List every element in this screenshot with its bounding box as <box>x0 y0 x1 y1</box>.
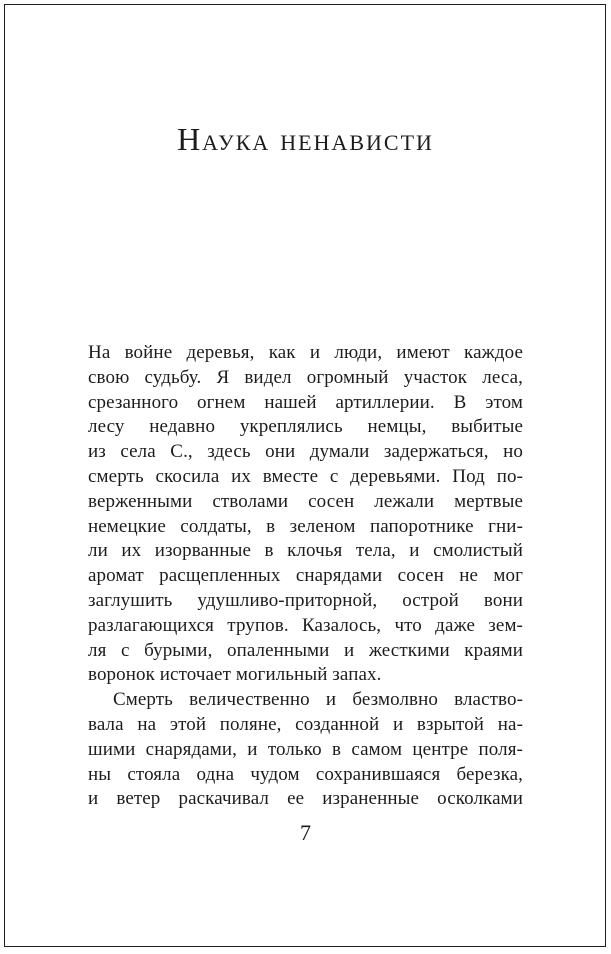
text-line: срезанного огнем нашей артиллерии. В этом <box>88 391 523 413</box>
paragraph <box>88 688 523 812</box>
text-line: свою судьбу. Я видел огромный участок леса, <box>88 366 523 388</box>
text-line: ны стояла одна чудом сохранившаяся березка, <box>88 763 523 785</box>
text-line: вала на этой поляне, созданной и взрытой на- <box>88 713 523 735</box>
text-line: аромат расщепленных снарядами сосен не мог <box>88 565 523 587</box>
text-line: смерть скосила их вместе с деревьями. Под по- <box>88 465 523 487</box>
text-line: Смерть величественно и безмолвно властво- <box>113 689 523 711</box>
paragraph <box>88 341 523 688</box>
text-line: немецкие солдаты, в зеленом папоротнике гни- <box>88 515 523 537</box>
text-line: ли их изорванные в клочья тела, и смолистый <box>88 540 523 562</box>
body-text <box>88 341 523 812</box>
text-line: разлагающихся трупов. Казалось, что даже зем- <box>88 614 523 636</box>
text-line: шими снарядами, и только в самом центре поля- <box>88 738 523 760</box>
text-line: верженными стволами сосен лежали мертвые <box>88 490 523 512</box>
text-line: ля с бурыми, опаленными и жесткими краями <box>88 639 523 661</box>
text-line: лесу недавно укреплялись немцы, выбитые <box>88 416 523 438</box>
text-line: из села С., здесь они думали задержаться, но <box>88 441 523 463</box>
text-line: воронок источает могильный запах. <box>88 664 382 686</box>
text-line: На войне деревья, как и люди, имеют каждое <box>88 342 523 363</box>
page-number: 7 <box>300 820 311 845</box>
chapter-title: Наука ненависти <box>177 121 434 157</box>
text-line: и ветер раскачивал ее израненные осколками <box>88 788 523 810</box>
text-line: заглушить удушливо-приторной, острой вони <box>88 589 523 611</box>
